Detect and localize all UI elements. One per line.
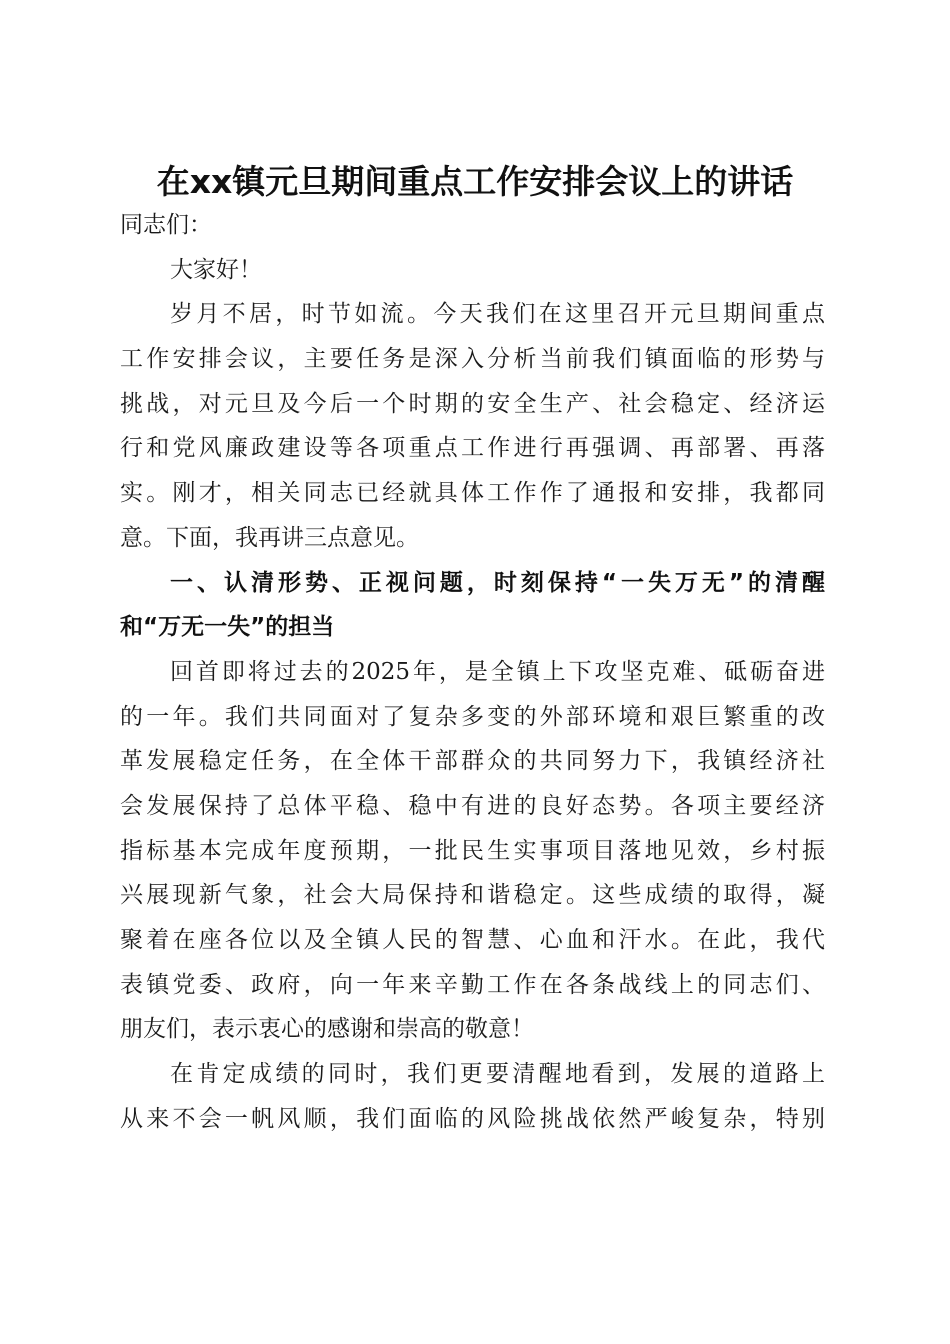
paragraph-line: 同志们： (120, 212, 212, 238)
section-heading-line: 和“万无一失”的担当 (120, 614, 335, 641)
paragraph-line: 表镇党委、政府，向一年来辛勤工作在各条战线上的同志们、 (120, 971, 825, 998)
document-title: 在xx镇元旦期间重点工作安排会议上的讲话 (156, 162, 794, 202)
paragraph-line: 的一年。我们共同面对了复杂多变的外部环境和艰巨繁重的改 (120, 703, 825, 730)
paragraph-line: 行和党风廉政建设等各项重点工作进行再强调、再部署、再落 (120, 435, 825, 462)
paragraph-line: 大家好！ (170, 256, 262, 283)
paragraph-line: 挑战，对元旦及今后一个时期的安全生产、社会稳定、经济运 (120, 390, 825, 417)
document-body (120, 203, 825, 1141)
paragraph-line: 兴展现新气象，社会大局保持和谐稳定。这些成绩的取得，凝 (120, 882, 825, 909)
paragraph-line: 回首即将过去的2025年，是全镇上下攻坚克难、砥砺奋进 (170, 658, 825, 685)
paragraph-line: 从来不会一帆风顺，我们面临的风险挑战依然严峻复杂，特别 (120, 1105, 825, 1132)
paragraph-line: 岁月不居，时节如流。今天我们在这里召开元旦期间重点 (170, 301, 825, 328)
paragraph-line: 意。下面，我再讲三点意见。 (120, 524, 419, 551)
paragraph-line: 指标基本完成年度预期，一批民生实事项目落地见效，乡村振 (120, 837, 825, 864)
paragraph-line: 在肯定成绩的同时，我们更要清醒地看到，发展的道路上 (170, 1061, 825, 1088)
paragraph-line: 工作安排会议，主要任务是深入分析当前我们镇面临的形势与 (120, 346, 825, 373)
paragraph-line: 实。刚才，相关同志已经就具体工作作了通报和安排，我都同 (120, 480, 825, 507)
paragraph-line: 聚着在座各位以及全镇人民的智慧、心血和汗水。在此，我代 (120, 927, 825, 953)
paragraph-line: 会发展保持了总体平稳、稳中有进的良好态势。各项主要经济 (120, 792, 825, 819)
section-heading-line: 一、认清形势、正视问题，时刻保持“一失万无”的清醒 (170, 569, 825, 596)
paragraph-line: 朋友们，表示衷心的感谢和崇高的敬意！ (120, 1016, 534, 1043)
paragraph-line: 革发展稳定任务，在全体干部群众的共同努力下，我镇经济社 (120, 748, 825, 775)
